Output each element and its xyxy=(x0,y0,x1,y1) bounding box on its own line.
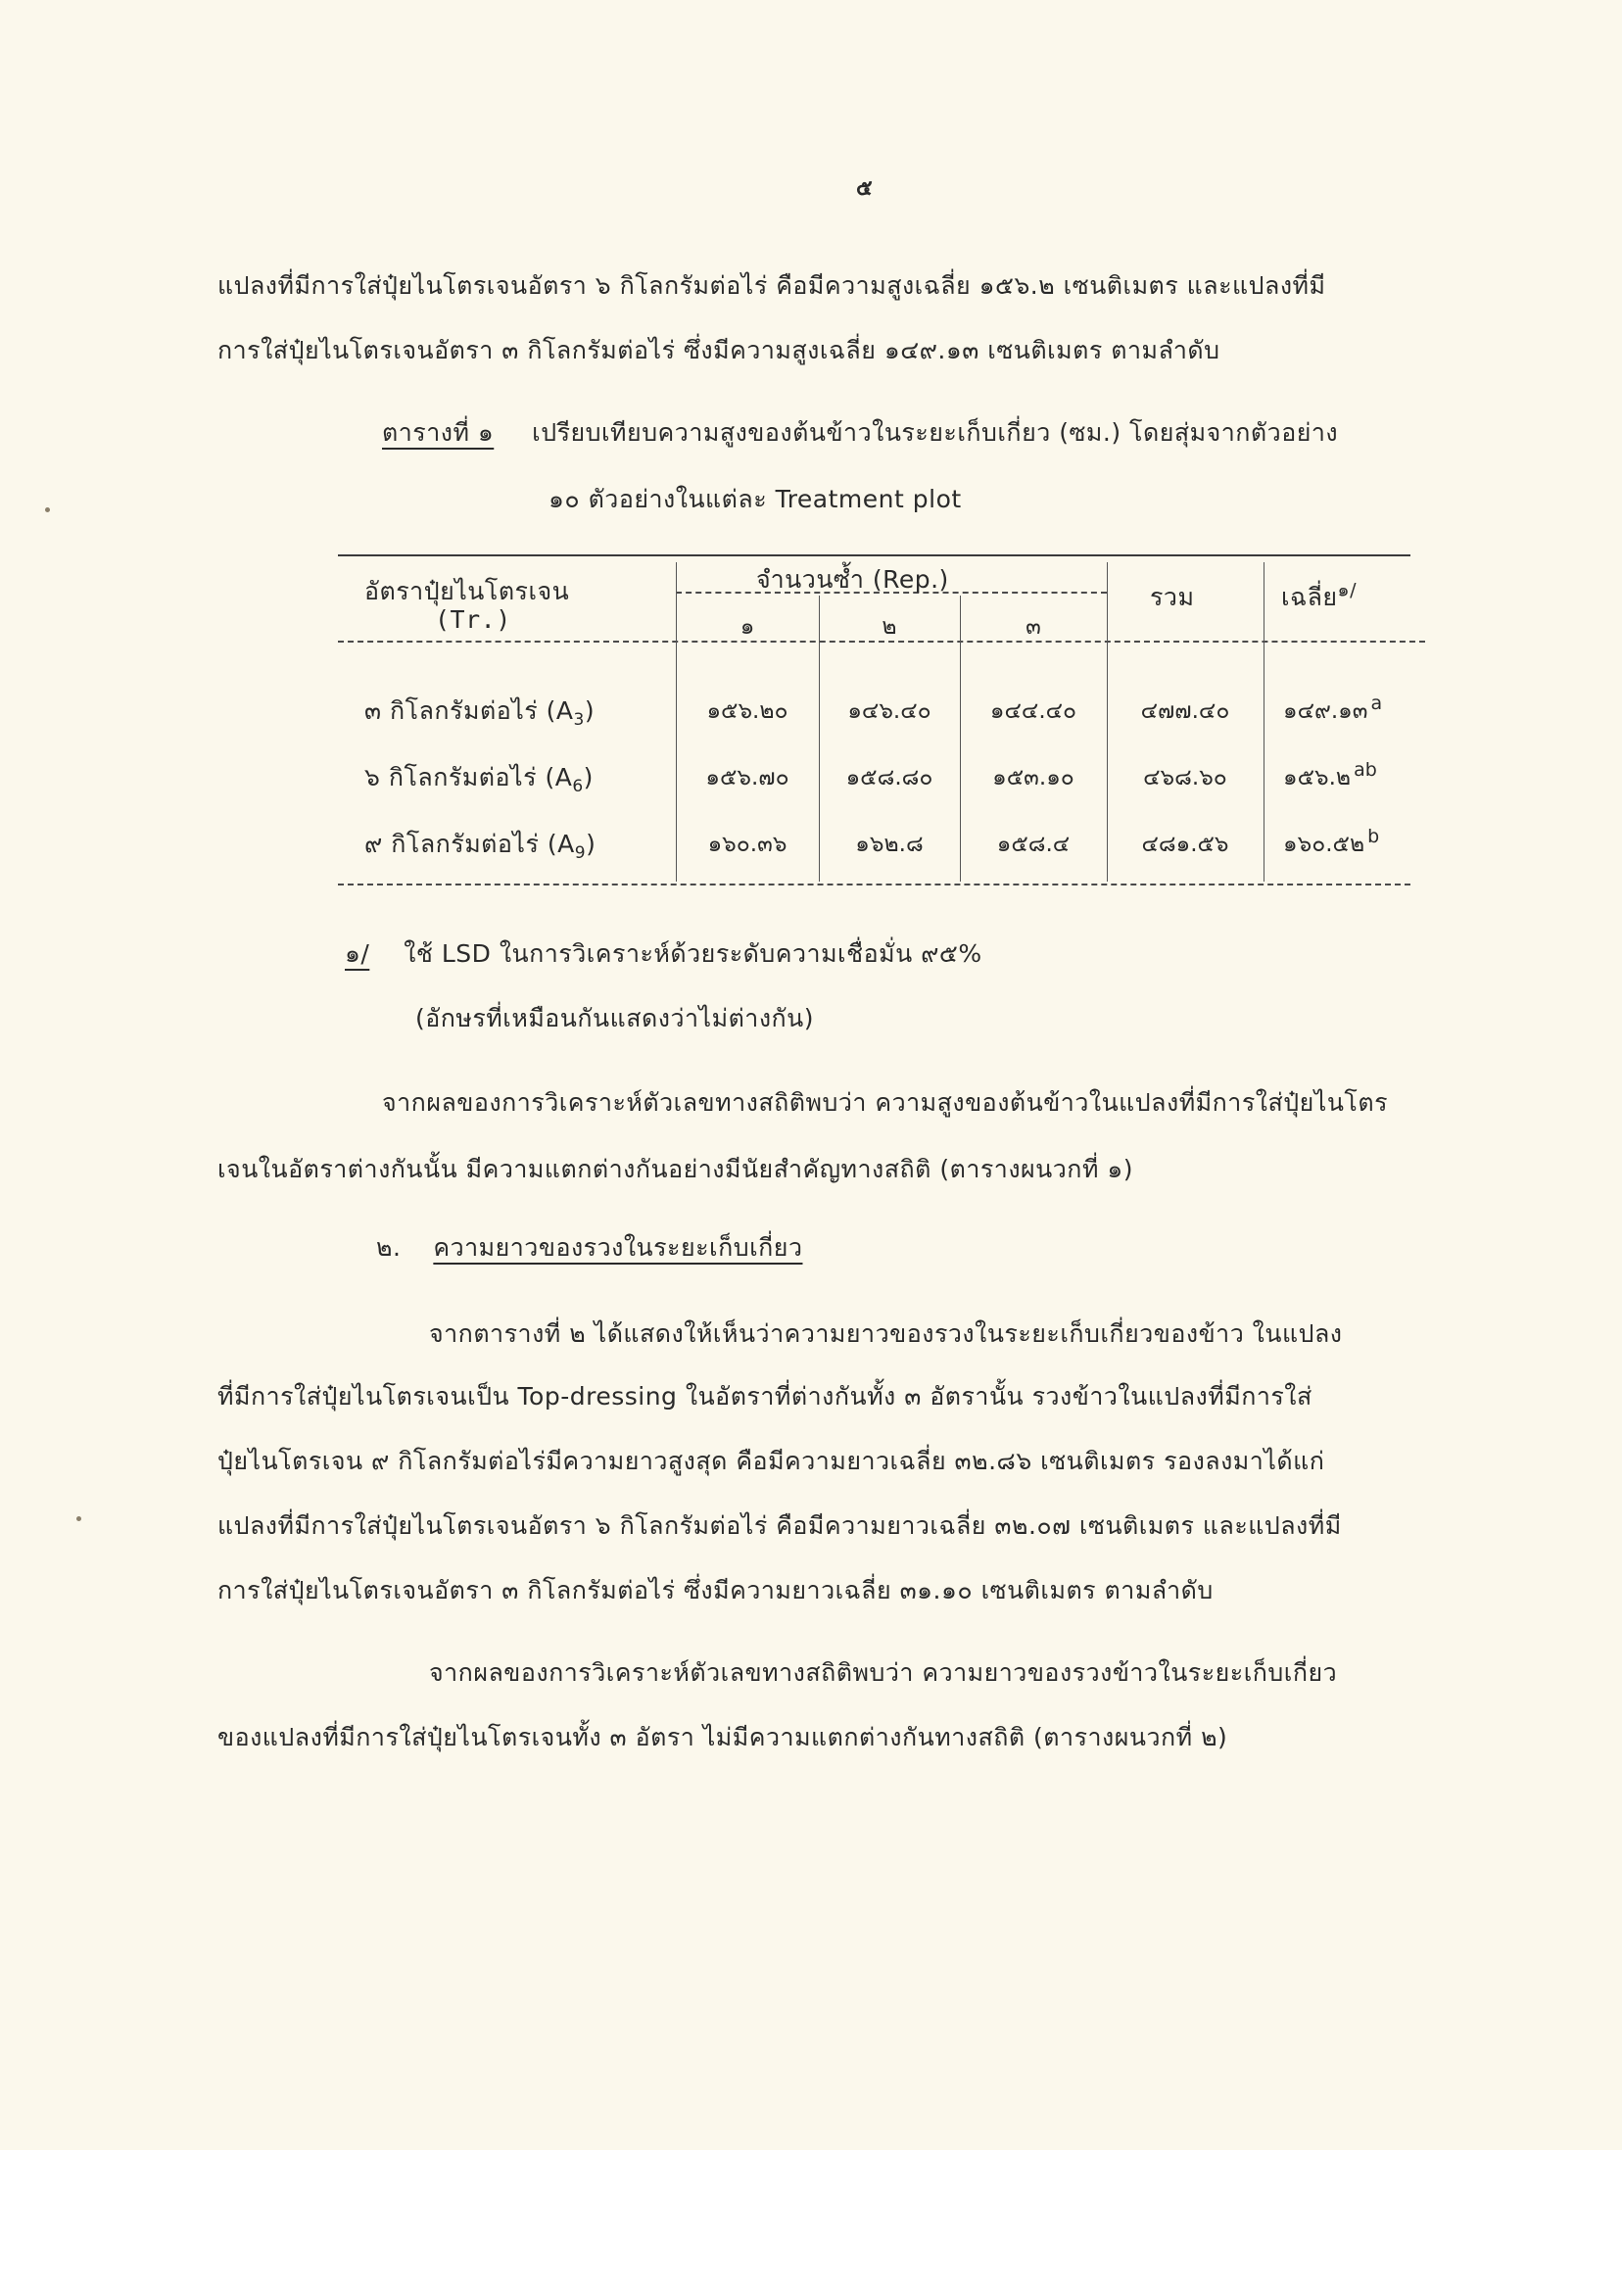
page-number: ๕ xyxy=(856,176,873,201)
section-heading xyxy=(376,1228,802,1268)
cell-total: ๔๗๗.๔๐ xyxy=(1140,698,1230,724)
paragraph-line: ปุ๋ยไนโตรเจน ๙ กิโลกรัมต่อไร่มีความยาวสูงสุด คือมีความยาวเฉลี่ย ๓๒.๘๖ เซนติเมตร รองลงมาได้แก่ xyxy=(217,1447,1325,1475)
paragraph-line: แปลงที่มีการใส่ปุ๋ยไนโตรเจนอัตรา ๖ กิโลกรัมต่อไร่ คือมีความสูงเฉลี่ย ๑๕๖.๒ เซนติเมตร และแปลงที่มี xyxy=(217,271,1326,300)
cell-r2: ๑๔๖.๔๐ xyxy=(847,698,931,724)
cell-r1: ๑๕๖.๗๐ xyxy=(705,765,789,790)
paper-speck xyxy=(45,507,50,512)
table-caption-label: ตารางที่ ๑ xyxy=(382,418,495,447)
paragraph-line: จากผลของการวิเคราะห์ตัวเลขทางสถิติพบว่า ความสูงของต้นข้าวในแปลงที่มีการใส่ปุ๋ยไนโตร xyxy=(382,1088,1388,1117)
cell-r1: ๑๕๖.๒๐ xyxy=(706,698,788,724)
header-total: รวม xyxy=(1150,583,1195,611)
paragraph-line: แปลงที่มีการใส่ปุ๋ยไนโตรเจนอัตรา ๖ กิโลกรัมต่อไร่ คือมีความยาวเฉลี่ย ๓๒.๐๗ เซนติเมตร และแปลงที่มี xyxy=(217,1511,1342,1540)
paragraph-line: การใส่ปุ๋ยไนโตรเจนอัตรา ๓ กิโลกรัมต่อไร่ ซึ่งมีความสูงเฉลี่ย ๑๔๙.๑๓ เซนติเมตร ตามลำดับ xyxy=(217,336,1220,364)
cell-r3: ๑๔๔.๔๐ xyxy=(989,698,1077,724)
cell-r3: ๑๕๓.๑๐ xyxy=(992,765,1074,790)
cell-mean: ๑๔๙.๑๓ $^a$ xyxy=(1283,693,1383,724)
header-rep-group: จำนวนซ้ำ (Rep.) xyxy=(756,565,949,594)
paragraph-line: ของแปลงที่มีการใส่ปุ๋ยไนโตรเจนทั้ง ๓ อัตรา ไม่มีความแตกต่างกันทางสถิติ (ตารางผนวกที่ ๒) xyxy=(217,1723,1228,1751)
paragraph-line: จากผลของการวิเคราะห์ตัวเลขทางสถิติพบว่า ความยาวของรวงข้าวในระยะเก็บเกี่ยว xyxy=(429,1658,1338,1687)
cell-total: ๔๖๘.๖๐ xyxy=(1143,765,1227,790)
cell-r2: ๑๕๘.๘๐ xyxy=(845,765,933,790)
footnote-line2: (อักษรที่เหมือนกันแสดงว่าไม่ต่างกัน) xyxy=(415,1004,815,1032)
footnote-text: ใช้ LSD ในการวิเคราะห์ด้วยระดับความเชื่อมั่น ๙๕% xyxy=(404,939,982,968)
significance-letter: ab xyxy=(1354,759,1377,782)
significance-letter: a xyxy=(1370,693,1383,715)
table-rule-top xyxy=(338,554,1410,556)
section-title: ความยาวของรวงในระยะเก็บเกี่ยว xyxy=(433,1233,803,1262)
header-rep-2: ๒ xyxy=(882,614,897,640)
paragraph-line: เจนในอัตราต่างกันนั้น มีความแตกต่างกันอย่างมีนัยสำคัญทางสถิติ (ตารางผนวกที่ ๑) xyxy=(217,1155,1133,1183)
section-number: ๒. xyxy=(376,1233,402,1262)
cell-r2: ๑๖๒.๘ xyxy=(855,832,924,857)
row-rate: ๙ กิโลกรัมต่อไร่ $(A_9)$ xyxy=(364,830,596,863)
paragraph-line: การใส่ปุ๋ยไนโตรเจนอัตรา ๓ กิโลกรัมต่อไร่ ซึ่งมีความยาวเฉลี่ย ๓๑.๑๐ เซนติเมตร ตามลำดับ xyxy=(217,1576,1214,1604)
significance-letter: b xyxy=(1367,826,1380,848)
header-rate: อัตราปุ๋ยไนโตรเจน xyxy=(364,577,570,605)
cell-total: ๔๘๑.๕๖ xyxy=(1141,832,1229,857)
paper-speck xyxy=(76,1516,81,1521)
paragraph-line: จากตารางที่ ๒ ได้แสดงให้เห็นว่าความยาวของรวงในระยะเก็บเกี่ยวของข้าว ในแปลง xyxy=(429,1319,1343,1348)
footnote-mark: ๑/ xyxy=(345,939,370,968)
table-caption-text: เปรียบเทียบความสูงของต้นข้าวในระยะเก็บเกี่ยว (ซม.) โดยสุ่มจากตัวอย่าง xyxy=(532,418,1339,447)
row-rate: ๓ กิโลกรัมต่อไร่ $(A_3)$ xyxy=(364,696,596,730)
row-rate: ๖ กิโลกรัมต่อไร่ $(A_6)$ xyxy=(364,763,594,796)
header-rate-code: (Tr.) xyxy=(435,605,511,634)
cell-r1: ๑๖๐.๓๖ xyxy=(707,832,787,857)
cell-mean: ๑๕๖.๒ $^{ab}$ xyxy=(1283,759,1377,790)
paragraph-line: ที่มีการใส่ปุ๋ยไนโตรเจนเป็น Top-dressing ในอัตราที่ต่างกันทั้ง ๓ อัตรานั้น รวงข้าวในแปลงที่มีการใส่ xyxy=(217,1382,1312,1411)
table-caption-line2: ๑๐ ตัวอย่างในแต่ละ Treatment plot xyxy=(549,485,962,513)
header-rep-1: ๑ xyxy=(739,614,755,640)
footnote xyxy=(345,934,982,974)
cell-mean: ๑๖๐.๕๒ $^b$ xyxy=(1283,826,1380,857)
header-mean-footnote-ref: ๑/ xyxy=(1337,579,1358,601)
cell-r3: ๑๕๘.๔ xyxy=(996,832,1071,857)
header-mean: เฉลี่ย$^{๑/}$ xyxy=(1281,579,1358,611)
table-rule-bottom xyxy=(338,884,1410,885)
table-caption xyxy=(382,413,1338,453)
header-rep-3: ๓ xyxy=(1026,614,1041,640)
